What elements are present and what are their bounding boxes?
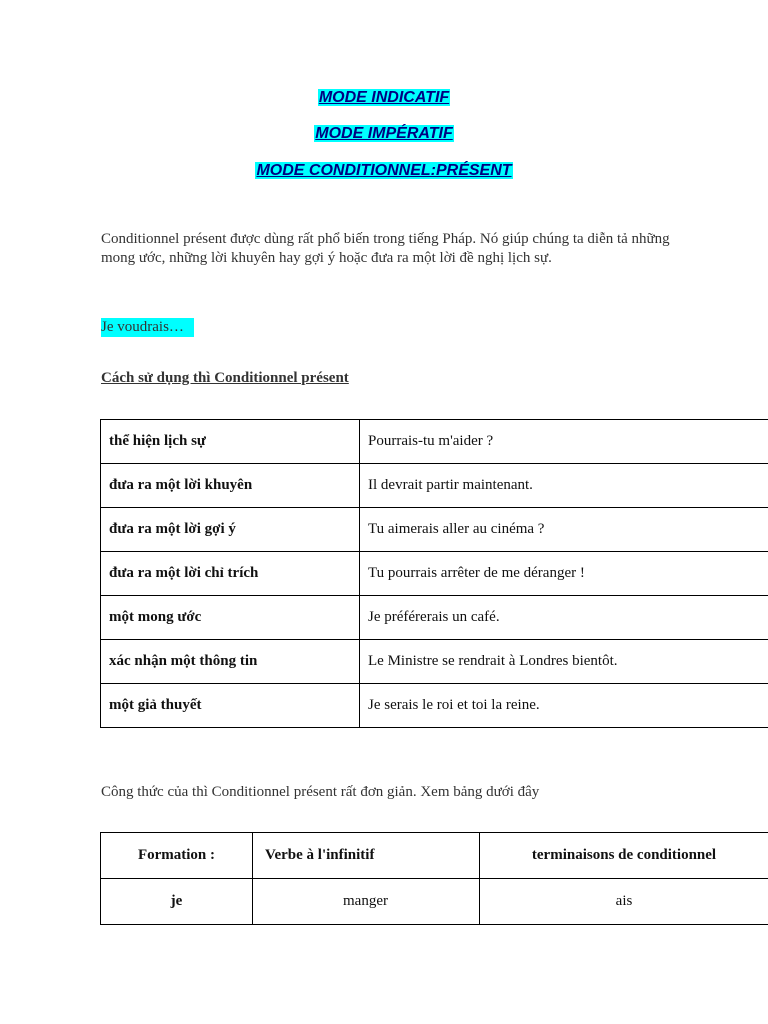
example-cell: Je serais le roi et toi la reine. bbox=[360, 684, 768, 728]
table-header-row bbox=[101, 833, 768, 879]
example-cell: Le Ministre se rendrait à Londres bientôt. bbox=[360, 640, 768, 684]
usage-cell: đưa ra một lời khuyên bbox=[101, 464, 360, 508]
ending-cell: ais bbox=[480, 879, 768, 925]
heading-text: MODE INDICATIF bbox=[318, 89, 450, 106]
usage-cell: một giả thuyết bbox=[101, 684, 360, 728]
example-cell: Il devrait partir maintenant. bbox=[360, 464, 768, 508]
example-cell: Je préférerais un café. bbox=[360, 596, 768, 640]
example-cell: Tu aimerais aller au cinéma ? bbox=[360, 508, 768, 552]
table-row bbox=[101, 508, 768, 552]
pronoun-cell: je bbox=[101, 879, 253, 925]
table-row bbox=[101, 640, 768, 684]
example-cell: Tu pourrais arrêter de me déranger ! bbox=[360, 552, 768, 596]
table-row bbox=[101, 684, 768, 728]
table-row bbox=[101, 464, 768, 508]
table-row bbox=[101, 879, 768, 925]
formula-paragraph: Công thức của thì Conditionnel présent rất đơn giản. Xem bảng dưới đây bbox=[101, 784, 540, 800]
usage-table bbox=[100, 419, 768, 728]
usage-cell: đưa ra một lời gợi ý bbox=[101, 508, 360, 552]
table-row bbox=[101, 552, 768, 596]
header-cell: Formation : bbox=[101, 833, 253, 879]
table-row bbox=[101, 596, 768, 640]
intro-paragraph: Conditionnel présent được dùng rất phổ biến trong tiếng Pháp. Nó giúp chúng ta diễn tả những mong ước, những lời khuyên hay gợi ý hoặc đưa ra một lời đề nghị lịch sự. bbox=[101, 231, 670, 266]
usage-cell: xác nhận một thông tin bbox=[101, 640, 360, 684]
formation-table bbox=[100, 832, 768, 925]
usage-cell: một mong ước bbox=[101, 596, 360, 640]
header-cell: terminaisons de conditionnel bbox=[480, 833, 768, 879]
usage-cell: đưa ra một lời chỉ trích bbox=[101, 552, 360, 596]
verb-cell: manger bbox=[253, 879, 480, 925]
heading-mode-imperatif bbox=[0, 124, 768, 144]
header-cell: Verbe à l'infinitif bbox=[253, 833, 480, 879]
usage-cell: thể hiện lịch sự bbox=[101, 420, 360, 464]
highlighted-example: Je voudrais… bbox=[101, 318, 194, 337]
usage-subheading: Cách sử dụng thì Conditionnel présent bbox=[101, 370, 349, 386]
heading-text: MODE CONDITIONNEL:PRÉSENT bbox=[256, 162, 512, 179]
heading-text: MODE IMPÉRATIF bbox=[315, 125, 453, 142]
example-cell: Pourrais-tu m'aider ? bbox=[360, 420, 768, 464]
heading-mode-conditionnel bbox=[0, 161, 768, 181]
heading-mode-indicatif bbox=[0, 88, 768, 108]
table-row bbox=[101, 420, 768, 464]
